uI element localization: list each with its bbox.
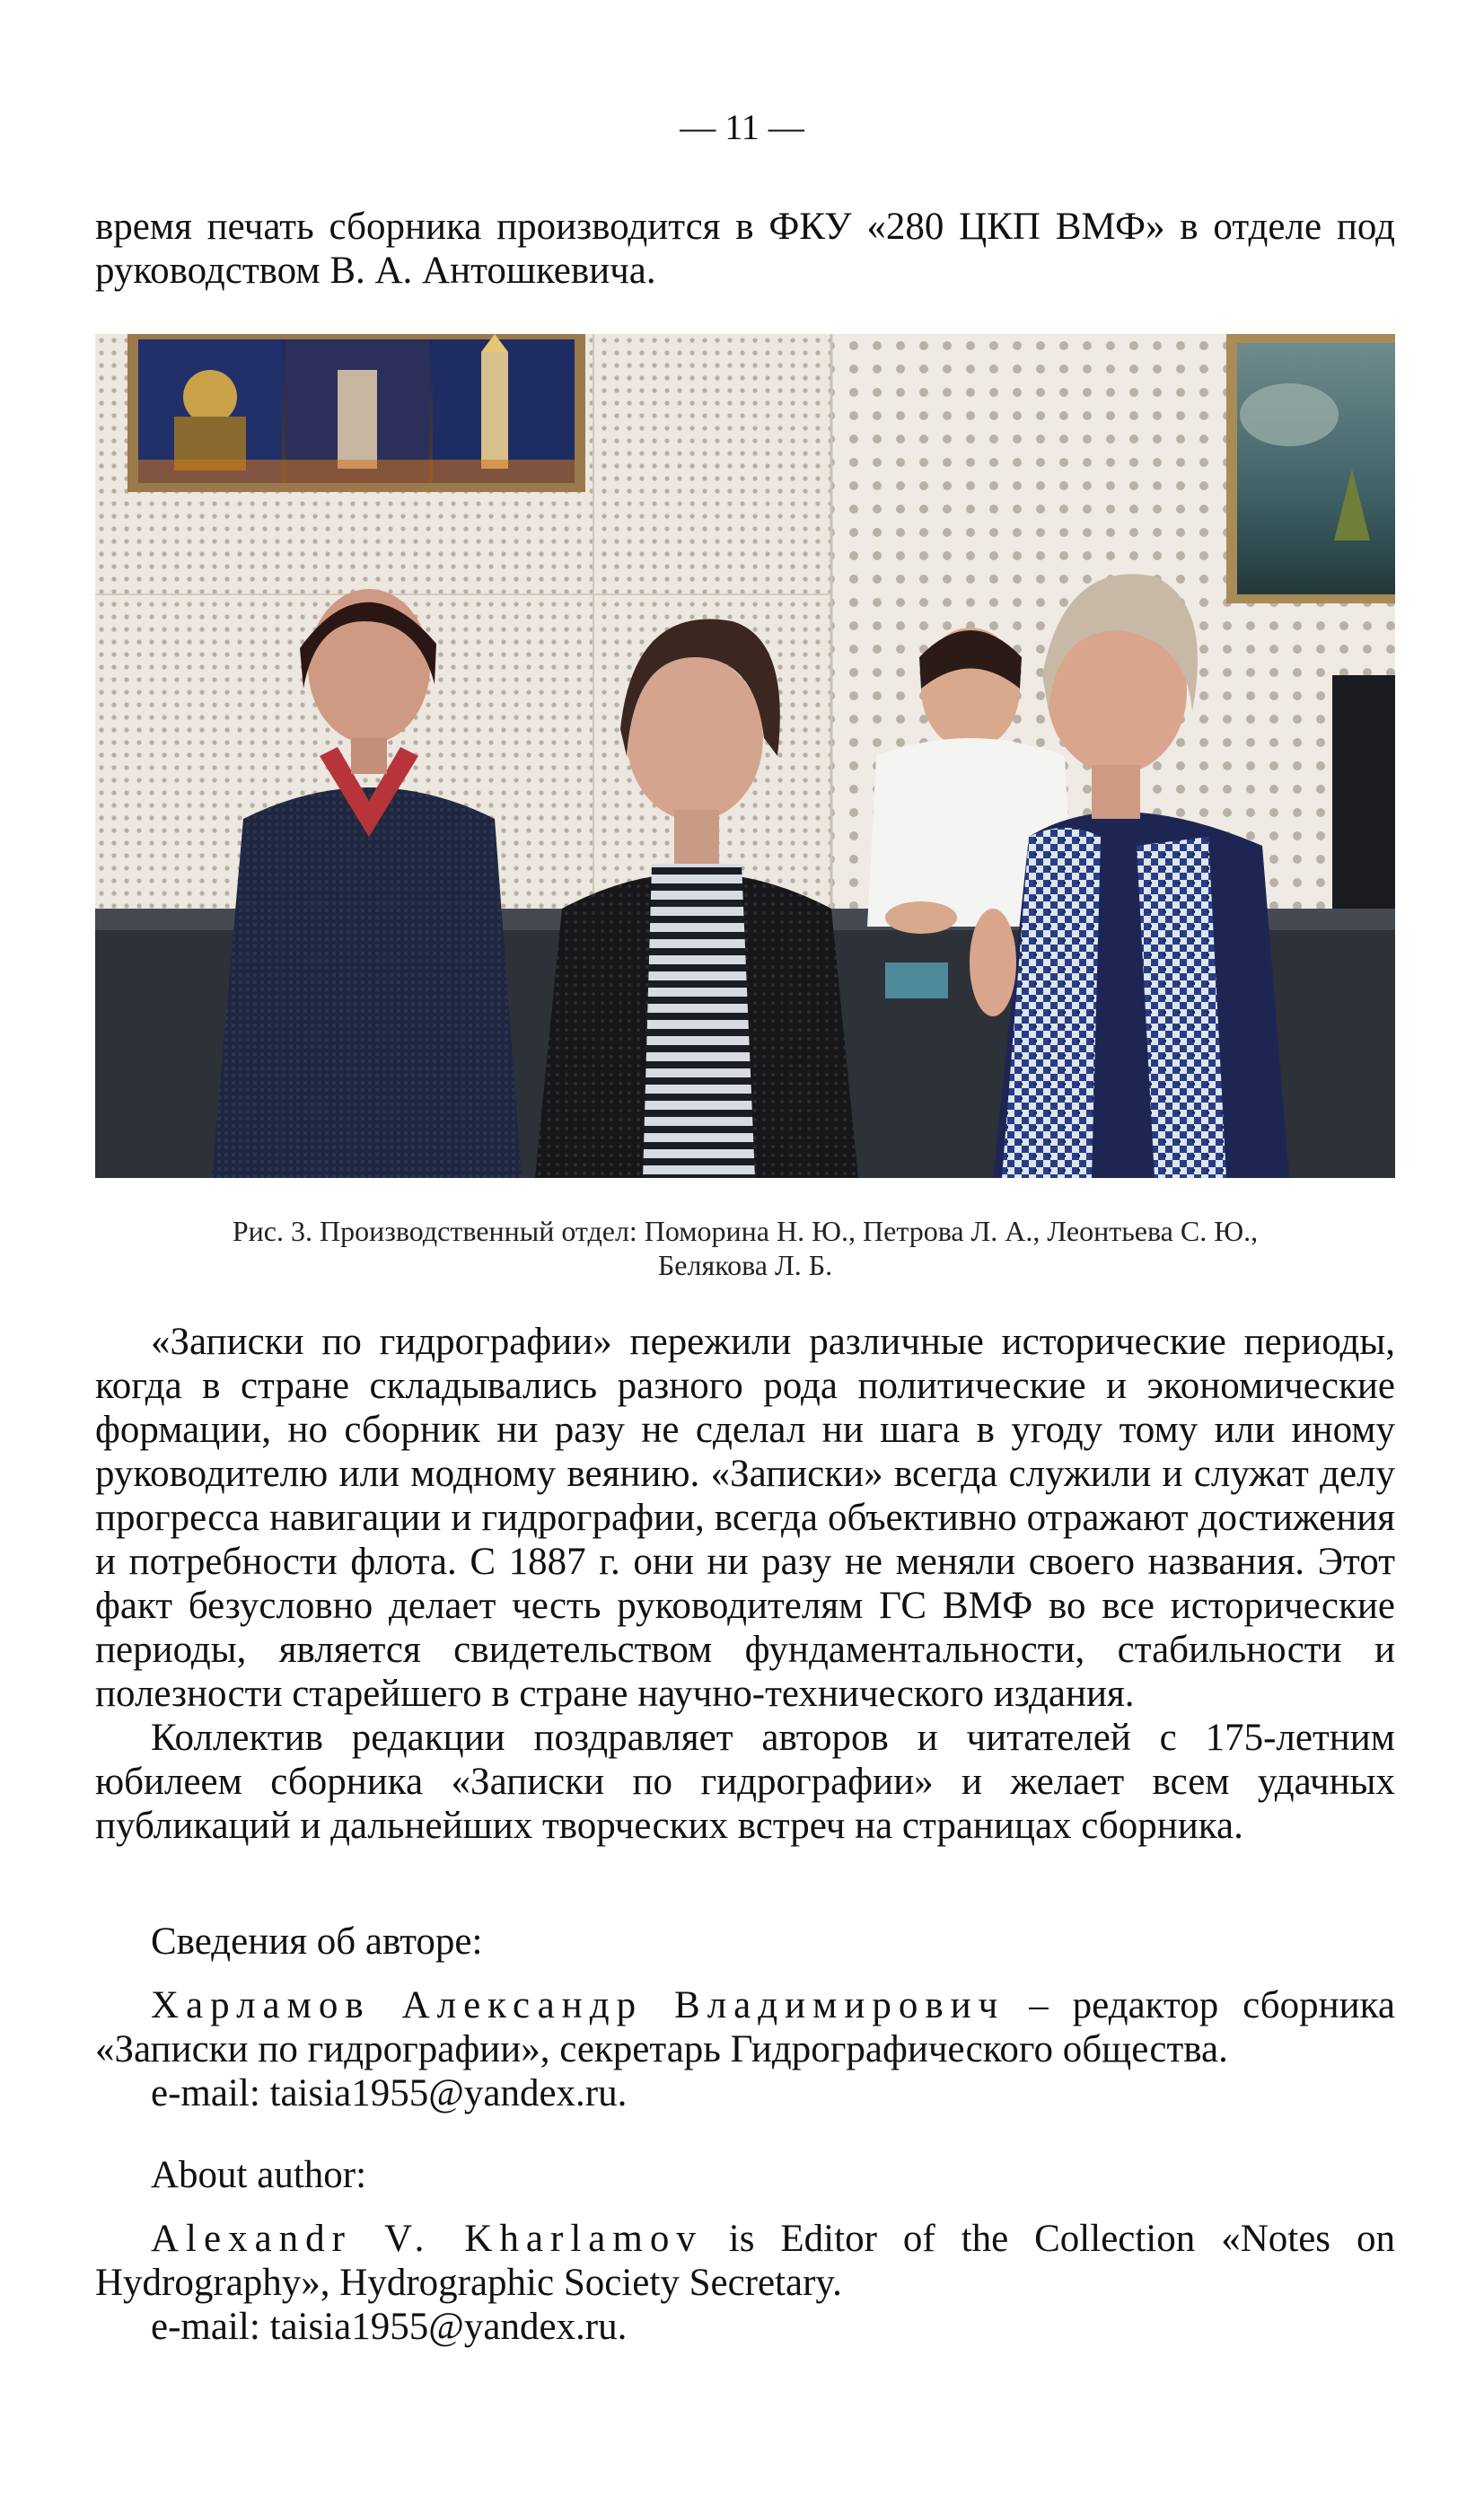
author-name-en: Alexandr V. Kharlamov bbox=[151, 2218, 703, 2260]
author-heading-ru: Сведения об авторе: bbox=[151, 1920, 483, 1963]
author-name-ru: Харламов Александр Владимирович bbox=[151, 1984, 1005, 2026]
intro-paragraph-block bbox=[95, 205, 1395, 293]
author-role-en: is Editor of the Collection «Notes on Hydrography», Hydrographic Society Secretary. bbox=[95, 2218, 1395, 2304]
body-paragraph-2: Коллектив редакции поздравляет авторов и читателей с 175-летним юбилеем сборника «Записки по гидрографии» и желает всем удачных публикаций и дальнейших творческих встреч на страницах сборника. bbox=[95, 1717, 1395, 1847]
author-description-ru bbox=[95, 1983, 1395, 2071]
figure-caption bbox=[95, 1214, 1395, 1282]
author-info-ru bbox=[95, 1920, 1395, 2115]
author-description-en bbox=[95, 2217, 1395, 2305]
author-email-ru[interactable]: e-mail: taisia1955@yandex.ru. bbox=[151, 2072, 628, 2114]
page-number: — 11 — bbox=[680, 107, 804, 147]
author-role-ru: – редактор сборника «Записки по гидрографии», секретарь Гидрографического общества. bbox=[95, 1984, 1395, 2070]
body-paragraph-1: «Записки по гидрографии» пережили различные исторические периоды, когда в стране складывались разного рода политические и экономические формации, но сборник ни разу не сделал ни шага в угоду тому или иному руководителю или модному веянию. «Записки» всегда служили и служат делу прогресса навигации и гидрографии, всегда объективно отражают достижения и потребности флота. С 1887 г. они ни разу не меняли своего названия. Этот факт безусловно делает честь руководителям ГС ВМФ во все исторические периоды, является свидетельством фундаментальности, стабильности и полезности старейшего в стране научно-технического издания. bbox=[95, 1321, 1395, 1715]
figure-caption-line-1: Рис. 3. Производственный отдел: Поморина Н. Ю., Петрова Л. А., Леонтьева С. Ю., bbox=[232, 1215, 1259, 1247]
author-email-en[interactable]: e-mail: taisia1955@yandex.ru. bbox=[151, 2306, 628, 2348]
photo-illustration bbox=[95, 334, 1395, 1178]
author-info-en bbox=[95, 2153, 1395, 2349]
body-text bbox=[95, 1320, 1395, 1848]
group-photo bbox=[95, 334, 1395, 1178]
figure-caption-line-2: Белякова Л. Б. bbox=[657, 1249, 833, 1281]
intro-paragraph: время печать сборника производится в ФКУ «280 ЦКП ВМФ» в отделе под руководством В. А. Антошкевича. bbox=[95, 206, 1395, 292]
author-heading-en: About author: bbox=[151, 2154, 367, 2196]
